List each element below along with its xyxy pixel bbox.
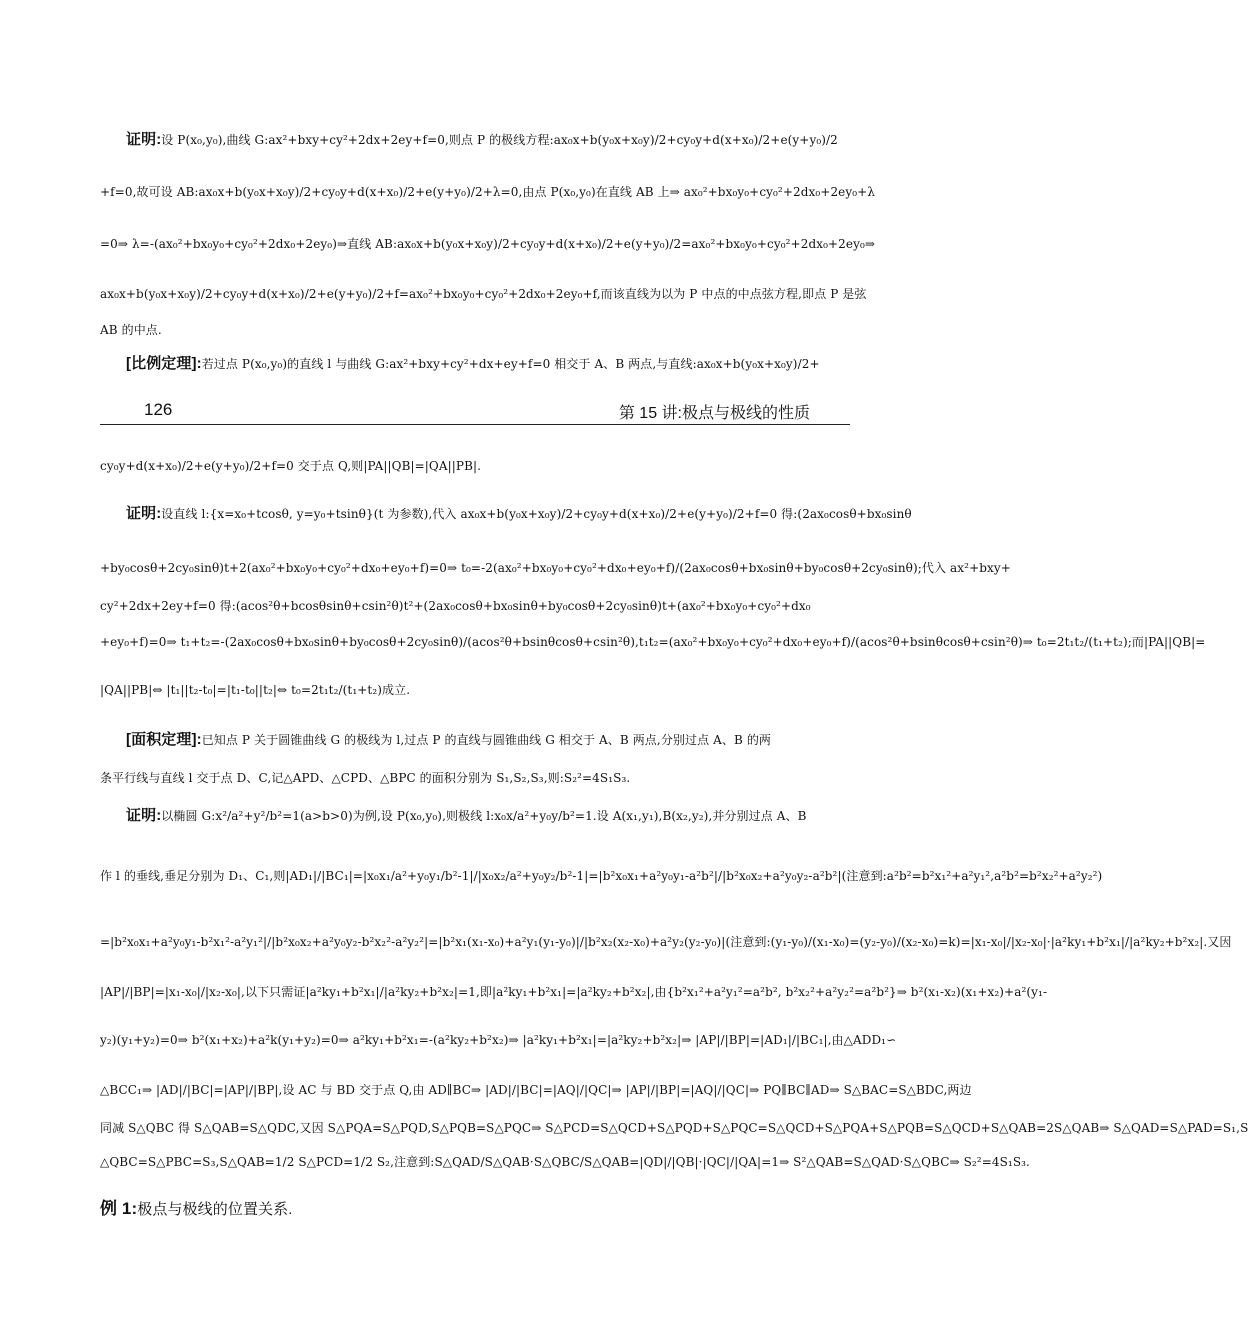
ratio-theorem-label: [比例定理]: bbox=[126, 355, 202, 372]
proof-label: 证明: bbox=[126, 131, 162, 148]
text-line: ax₀x+b(y₀x+x₀y)/2+cy₀y+d(x+x₀)/2+e(y+y₀)/2+f=ax₀²+bx₀y₀+cy₀²+2dx₀+2ey₀+f,而该直线为以为 P 中点的中点弦方程,即点 P 是弦 bbox=[100, 287, 867, 301]
example-label: 例 1: bbox=[100, 1199, 138, 1218]
chapter-title: 第 15 讲:极点与极线的性质 bbox=[618, 405, 810, 422]
proof-label: 证明: bbox=[126, 505, 162, 522]
text-line: 若过点 P(x₀,y₀)的直线 l 与曲线 G:ax²+bxy+cy²+dx+ey+f=0 相交于 A、B 两点,与直线:ax₀x+b(y₀x+x₀y)/2+ bbox=[201, 357, 820, 371]
text-line: 以椭圆 G:x²/a²+y²/b²=1(a>b>0)为例,设 P(x₀,y₀),则极线 l:x₀x/a²+y₀y/b²=1.设 A(x₁,y₁),B(x₂,y₂),并分别过点 A、B bbox=[161, 809, 807, 823]
text-line: |QA||PB|⇔ |t₁||t₂-t₀|=|t₁-t₀||t₂|⇔ t₀=2t₁t₂/(t₁+t₂)成立. bbox=[100, 683, 411, 697]
proof-3-line-6 bbox=[100, 1082, 972, 1098]
example-title: 极点与极线的位置关系. bbox=[137, 1201, 293, 1218]
ratio-theorem-line-1 bbox=[100, 356, 850, 372]
text-line: +by₀cosθ+2cy₀sinθ)t+2(ax₀²+bx₀y₀+cy₀²+dx₀+ey₀+f)=0⇒ t₀=-2(ax₀²+bx₀y₀+cy₀²+dx₀+ey₀+f)/(2ax₀cosθ+bx₀sinθ+by₀cosθ+2cy₀sinθ);代入 ax²+bxy+ bbox=[100, 561, 1011, 575]
proof-2-line-5 bbox=[100, 682, 850, 698]
text-line: △BCC₁⇒ |AD|/|BC|=|AP|/|BP|,设 AC 与 BD 交于点 Q,由 AD∥BC⇒ |AD|/|BC|=|AQ|/|QC|⇒ |AP|/|BP|=|AQ|/|QC|⇒ PQ∥BC∥AD⇒ S△BAC=S△BDC,两边 bbox=[100, 1083, 972, 1097]
area-theorem-label: [面积定理]: bbox=[126, 731, 202, 748]
proof-2-line-4 bbox=[100, 634, 1206, 650]
proof-1-line-1 bbox=[100, 132, 850, 148]
proof-1-line-2 bbox=[100, 184, 876, 200]
area-theorem-line-1 bbox=[100, 732, 850, 748]
text-line: y₂)(y₁+y₂)=0⇒ b²(x₁+x₂)+a²k(y₁+y₂)=0⇒ a²ky₁+b²x₁=-(a²ky₂+b²x₂)⇒ |a²ky₁+b²x₁|=|a²ky₂+b²x₂|⇒ |AP|/|BP|=|AD₁|/|BC₁|,由△ADD₁∽ bbox=[100, 1033, 897, 1047]
proof-3-line-3 bbox=[100, 934, 1232, 950]
text-line: +f=0,故可设 AB:ax₀x+b(y₀x+x₀y)/2+cy₀y+d(x+x₀)/2+e(y+y₀)/2+λ=0,由点 P(x₀,y₀)在直线 AB 上⇒ ax₀²+bx₀y₀+cy₀²+2dx₀+2ey₀+λ bbox=[100, 185, 876, 199]
proof-label: 证明: bbox=[126, 807, 162, 824]
proof-2-line-1 bbox=[100, 505, 912, 522]
proof-3-line-5 bbox=[100, 1032, 897, 1048]
proof-3-line-8 bbox=[100, 1154, 1030, 1170]
proof-1-line-3 bbox=[100, 236, 876, 252]
proof-1-line-4 bbox=[100, 286, 867, 302]
page-header bbox=[100, 400, 850, 425]
text-line: =|b²x₀x₁+a²y₀y₁-b²x₁²-a²y₁²|/|b²x₀x₂+a²y₀y₂-b²x₂²-a²y₂²|=|b²x₁(x₁-x₀)+a²y₁(y₁-y₀)|/|b²x₂(x₂-x₀)+a²y₂(y₂-y₀)|(注意到:(y₁-y₀)/(x₁-x₀)=(y₂-y₀)/(x₂-x₀)=k)=|x₁-x₀|/|x₂-x₀|·|a²ky₁+b²x₁|/|a²ky₂+b²x₂|.又因 bbox=[100, 935, 1232, 949]
proof-1-line-5 bbox=[100, 322, 850, 338]
text-line: |AP|/|BP|=|x₁-x₀|/|x₂-x₀|,以下只需证|a²ky₁+b²x₁|/|a²ky₂+b²x₂|=1,即|a²ky₁+b²x₁|=|a²ky₂+b²x₂|,由{b²x₁²+a²y₁²=a²b², b²x₂²+a²y₂²=a²b²}⇒ b²(x₁-x₂)(x₁+x₂)+a²(y₁- bbox=[100, 985, 1048, 999]
text-line: 同减 S△QBC 得 S△QAB=S△QDC,又因 S△PQA=S△PQD,S△PQB=S△PQC⇒ S△PCD=S△QCD+S△PQD+S△PQC=S△QCD+S△PQA+S△PQB=S△QCD+S△QAB=2S△QAB⇒ S△QAD=S△PAD=S₁,S bbox=[100, 1121, 1248, 1135]
text-line: cy²+2dx+2ey+f=0 得:(acos²θ+bcosθsinθ+csin²θ)t²+(2ax₀cosθ+bx₀sinθ+by₀cosθ+2cy₀sinθ)t+(ax₀²+bx₀y₀+cy₀²+dx₀ bbox=[100, 599, 811, 613]
proof-3-line-4 bbox=[100, 984, 1048, 1000]
text-line: 作 l 的垂线,垂足分别为 D₁、C₁,则|AD₁|/|BC₁|=|x₀x₁/a²+y₀y₁/b²-1|/|x₀x₂/a²+y₀y₂/b²-1|=|b²x₀x₁+a²y₀y₁-a²b²|/|b²x₀x₂+a²y₀y₂-a²b²|(注意到:a²b²=b²x₁²+a²y₁²,a²b²=b²x₂²+a²y₂²) bbox=[100, 869, 1103, 883]
page-number: 126 bbox=[144, 400, 173, 419]
proof-2-line-3 bbox=[100, 598, 850, 614]
proof-3-line-1 bbox=[100, 808, 850, 824]
text-line: △QBC=S△PBC=S₃,S△QAB=1/2 S△PCD=1/2 S₂,注意到:S△QAD/S△QAB·S△QBC/S△QAB=|QD|/|QB|·|QC|/|QA|=1⇒ S²△QAB=S△QAD·S△QBC⇒ S₂²=4S₁S₃. bbox=[100, 1155, 1030, 1169]
text-line: 设直线 l:{x=x₀+tcosθ, y=y₀+tsinθ}(t 为参数),代入 ax₀x+b(y₀x+x₀y)/2+cy₀y+d(x+x₀)/2+e(y+y₀)/2+f=0 得:(2ax₀cosθ+bx₀sinθ bbox=[161, 507, 912, 521]
text-line: 条平行线与直线 l 交于点 D、C,记△APD、△CPD、△BPC 的面积分别为 S₁,S₂,S₃,则:S₂²=4S₁S₃. bbox=[100, 771, 631, 785]
area-theorem-line-2 bbox=[100, 770, 850, 786]
text-line: 设 P(x₀,y₀),曲线 G:ax²+bxy+cy²+2dx+2ey+f=0,则点 P 的极线方程:ax₀x+b(y₀x+x₀y)/2+cy₀y+d(x+x₀)/2+e(y+y₀)/2 bbox=[161, 133, 838, 147]
text-line: +ey₀+f)=0⇒ t₁+t₂=-(2ax₀cosθ+bx₀sinθ+by₀cosθ+2cy₀sinθ)/(acos²θ+bsinθcosθ+csin²θ),t₁t₂=(ax₀²+bx₀y₀+cy₀²+dx₀+ey₀+f)/(acos²θ+bsinθcosθ+csin²θ)⇒ t₀=2t₁t₂/(t₁+t₂);而|PA||QB|= bbox=[100, 635, 1206, 649]
text-line: 已知点 P 关于圆锥曲线 G 的极线为 l,过点 P 的直线与圆锥曲线 G 相交于 A、B 两点,分别过点 A、B 的两 bbox=[201, 733, 772, 747]
example-heading bbox=[100, 1198, 850, 1222]
proof-3-line-2 bbox=[100, 868, 1103, 884]
text-line: =0⇒ λ=-(ax₀²+bx₀y₀+cy₀²+2dx₀+2ey₀)⇒直线 AB:ax₀x+b(y₀x+x₀y)/2+cy₀y+d(x+x₀)/2+e(y+y₀)/2=ax₀²+bx₀y₀+cy₀²+2dx₀+2ey₀⇒ bbox=[100, 237, 876, 251]
text-line: AB 的中点. bbox=[100, 323, 162, 337]
proof-3-line-7 bbox=[100, 1120, 1248, 1136]
ratio-theorem-line-2 bbox=[100, 458, 850, 474]
text-line: cy₀y+d(x+x₀)/2+e(y+y₀)/2+f=0 交于点 Q,则|PA||QB|=|QA||PB|. bbox=[100, 459, 482, 473]
proof-2-line-2 bbox=[100, 560, 1011, 576]
